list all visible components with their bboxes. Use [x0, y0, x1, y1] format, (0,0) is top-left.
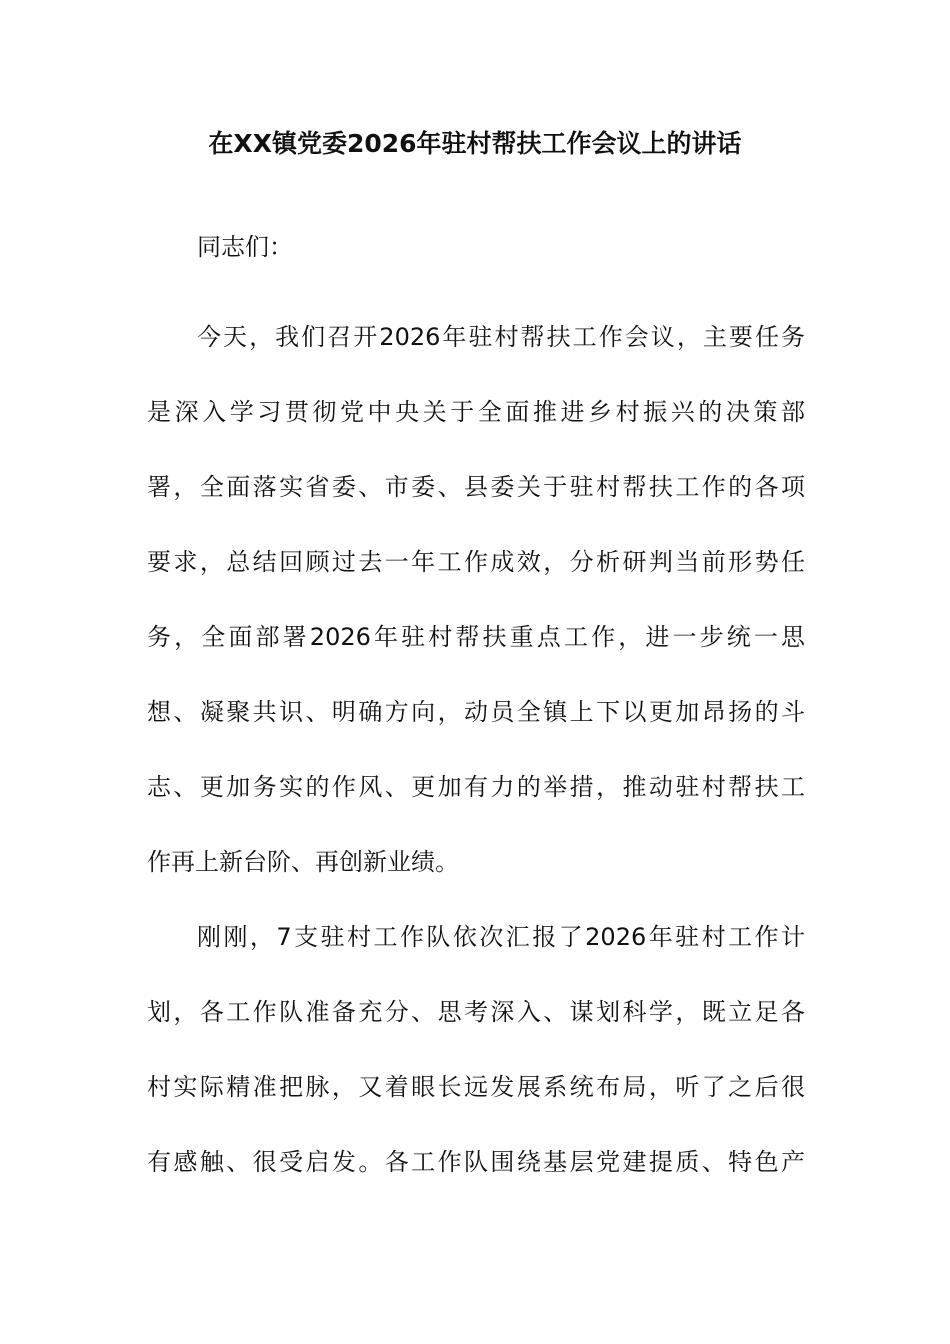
text-line: 村实际精准把脉，又着眼长远发展系统布局，听了之后很 — [147, 1073, 805, 1101]
text-line: 作再上新台阶、再创新业绩。 — [147, 848, 459, 876]
text-line: 划，各工作队准备充分、思考深入、谋划科学，既立足各 — [147, 998, 805, 1026]
text-line: 有感触、很受启发。各工作队围绕基层党建提质、特色产 — [147, 1148, 805, 1176]
text-line: 刚刚，7支驻村工作队依次汇报了2026年驻村工作计 — [197, 923, 805, 951]
text-line: 今天，我们召开2026年驻村帮扶工作会议，主要任务 — [197, 323, 805, 351]
text-line: 务，全面部署2026年驻村帮扶重点工作，进一步统一思 — [147, 623, 805, 651]
salutation: 同志们： — [197, 233, 293, 261]
text-line: 要求，总结回顾过去一年工作成效，分析研判当前形势任 — [147, 548, 805, 576]
text-line: 志、更加务实的作风、更加有力的举措，推动驻村帮扶工 — [147, 773, 805, 801]
document-title: 在XX镇党委2026年驻村帮扶工作会议上的讲话 — [208, 129, 742, 158]
text-line: 是深入学习贯彻党中央关于全面推进乡村振兴的决策部 — [147, 398, 805, 426]
text-line: 署，全面落实省委、市委、县委关于驻村帮扶工作的各项 — [147, 473, 805, 501]
text-line: 想、凝聚共识、明确方向，动员全镇上下以更加昂扬的斗 — [147, 698, 805, 726]
